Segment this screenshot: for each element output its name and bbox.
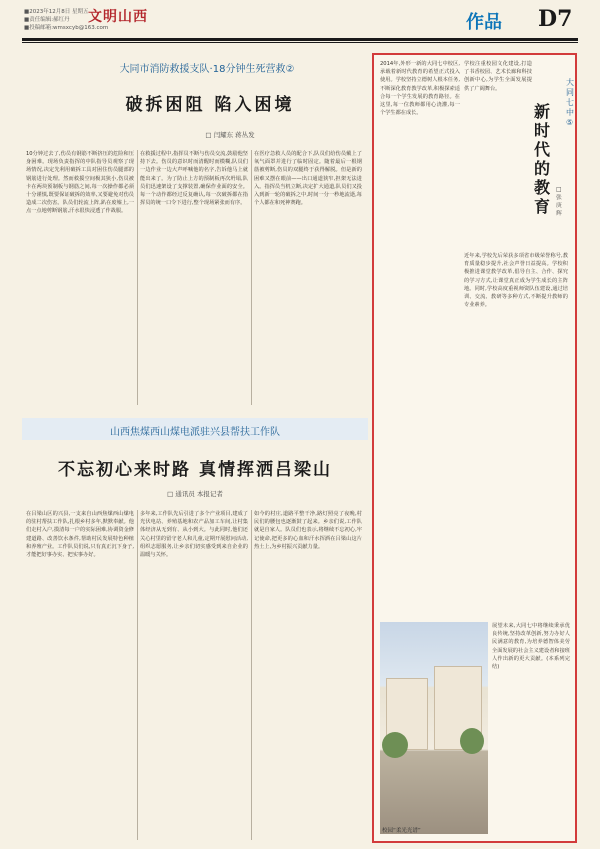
campus-photo [380, 622, 488, 834]
photo-tree [382, 732, 408, 758]
date-line: ■2023年12月8日 星期五 [24, 9, 89, 15]
article3-column-2: 学校注重校园文化建设,打造了书香校园、艺术长廊和科技创新中心,为学生全面发展提供了广阔舞台。 [464, 61, 532, 92]
masthead-rule [22, 38, 578, 41]
column-divider [137, 150, 138, 405]
article3-column-1: 2014年,外形一新的大同七中校区,承载着新时代教育的希望正式投入使用。学校坚持立德树人根本任务,不断深化教育教学改革,积极探索适合每一个学生发展的教育路径。在这里,每一位教师都用心浇灌,每一个学生都在成长。 [380, 61, 460, 117]
article2-kicker: 山西焦煤西山煤电派驻兴县帮扶工作队 [110, 427, 280, 438]
section-title: 作品 [466, 12, 502, 33]
photo-tree [460, 728, 484, 754]
article2-column-1: 在吕梁山区的兴县,一支来自山西焦煤西山煤电的驻村帮扶工作队,扎根乡村多年,默默奉献。他们走村入户,摸清每一户的实际困难,协调资金修建道路、改善饮水条件,帮助村民发展特色种植和养殖产业。工作队员们说,只有真正沉下身子,才能把好事办实、把实事办好。 [26, 511, 134, 559]
article3-title: 新时代的教育 [534, 102, 551, 216]
masthead-rule-thin [22, 42, 578, 43]
article1-column-2: 在救援过程中,指挥员不断与伤员交流,鼓励他坚持下去。伤员的意识时而清醒时而模糊,队员们一边作业一边大声呼喊他的名字,告诉他马上就能出来了。为了防止上方的预制板再次坍塌,队员们迅速架设了支撑装置,确保作业面的安全。每一个动作都经过反复确认,每一次破拆都在指挥员的统一口令下进行,整个现场紧张而有序。 [140, 151, 248, 207]
article2-byline: □ 通讯员 本报记者 [167, 490, 223, 498]
article1-byline: □ 闫耀东 蒋丛发 [205, 131, 255, 139]
article1-column-3: 在医疗急救人员的配合下,队员们给伤员戴上了氧气面罩并进行了临时固定。随着最后一根钢筋被剪断,伤员的双腿终于获得解脱。但是新的困难又摆在眼前——出口通道狭窄,担架无法进入。指挥员当机立断,决定扩大通道,队员们又投入到新一轮的破拆之中,时间一分一秒地流逝,每个人都在和死神赛跑。 [254, 151, 362, 207]
article1-column-1: 10分钟过去了,伤员有钢筋不断挤压的危险和压身困难。现场负责指挥的中队指导员观察了现场情况,决定先利用破拆工具对困住伤员腿部的钢筋进行处理。然而救援空间极其狭小,伤员被卡在两块预制板与钢筋之间,每一次操作都必须十分谨慎,既要保证破拆的效率,又要避免对伤员造成二次伤害。队员们轮流上阵,趴在废墟上,一点一点地剪断钢筋,汗水很快浸透了作战服。 [26, 151, 134, 215]
column-divider [251, 510, 252, 840]
editor-line: ■责任编辑:郝红丹 [24, 17, 70, 23]
article3-column-4: 展望未来,大同七中将继续秉承优良传统,坚持改革创新,努力办好人民满意的教育,为培养德智体美劳全面发展的社会主义建设者和接班人作出新的更大贡献。(本系列完结) [492, 623, 570, 671]
photo-caption: 校园“柔光光谱” [382, 828, 421, 834]
article3-column-3: 近年来,学校先后荣获多项省市级荣誉称号,教育质量稳步提升,社会声誉日益提高。学校积极推进课堂教学改革,倡导自主、合作、探究的学习方式,让课堂真正成为学生成长的主阵地。同时,学校高度重视师资队伍建设,通过培训、交流、教研等多种方式,不断提升教师的专业素养。 [464, 253, 568, 309]
newspaper-logo: 文明山西 [88, 9, 148, 25]
column-divider [251, 150, 252, 405]
email-line: ■投稿邮箱:wmsxcyb@163.com [24, 25, 109, 31]
article3-byline: □ 张庚辉 [556, 187, 562, 217]
article1-kicker: 大同市消防救援支队·18分钟生死营救② [119, 64, 295, 75]
article2-title: 不忘初心来时路 真情挥洒吕梁山 [58, 460, 332, 480]
page-number: D7 [538, 6, 573, 32]
article2-column-3: 如今的村庄,道路平整干净,路灯照亮了夜晚,村民们的腰包也逐渐鼓了起来。乡亲们说,工作队就是自家人。队员们也表示,将继续不忘初心,牢记使命,把更多的心血和汗水挥洒在吕梁山这片热土上,为乡村振兴贡献力量。 [254, 511, 362, 550]
article3-kicker: 大同七中⑤ [566, 78, 574, 127]
article2-column-2: 多年来,工作队先后引进了多个产业项目,建成了光伏电站、养殖基地和农产品加工车间,让村集体经济从无到有、从小到大。与此同时,他们还关心村里的留守老人和儿童,定期开展慰问活动,组织志愿服务,让乡亲们切实感受到来自企业的温暖与关怀。 [140, 511, 248, 559]
column-divider [137, 510, 138, 840]
article1-title: 破拆困阻 陷入困境 [125, 95, 295, 115]
